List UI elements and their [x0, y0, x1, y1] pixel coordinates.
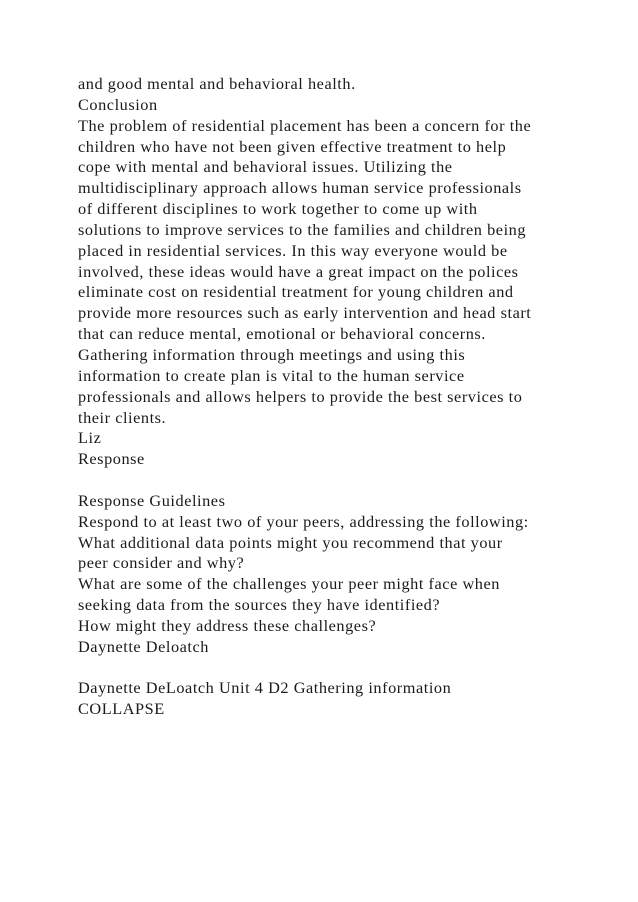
author-name: Daynette Deloatch	[78, 636, 209, 656]
text-line: multidisciplinary approach allows human service professionals	[78, 178, 522, 198]
text-line: children who have not been given effective treatment to help	[78, 136, 507, 156]
text-line: their clients.	[78, 407, 167, 427]
text-line: and good mental and behavioral health.	[78, 74, 356, 93]
text-line: cope with mental and behavioral issues. Utilizing the	[78, 157, 453, 177]
collapse-label: COLLAPSE	[78, 699, 165, 719]
text-line: involved, these ideas would have a great impact on the polices	[78, 261, 519, 281]
text-line: seeking data from the sources they have identified?	[78, 595, 441, 615]
text-line: eliminate cost on residential treatment for young children and	[78, 282, 514, 302]
text-line: information to create plan is vital to the human service	[78, 365, 465, 385]
section-heading-conclusion: Conclusion	[78, 94, 158, 114]
text-line: Gathering information through meetings and using this	[78, 344, 466, 364]
text-line: placed in residential services. In this way everyone would be	[78, 240, 508, 260]
text-line: peer consider and why?	[78, 553, 245, 573]
blank-line	[78, 658, 623, 679]
text-line: Respond to at least two of your peers, addressing the following:	[78, 511, 529, 531]
text-line: that can reduce mental, emotional or behavioral concerns.	[78, 324, 486, 344]
blank-line	[78, 470, 623, 491]
text-line: professionals and allows helpers to provide the best services to	[78, 386, 523, 406]
text-line: provide more resources such as early intervention and head start	[78, 303, 532, 323]
document-body	[78, 74, 623, 720]
text-line: of different disciplines to work together to come up with	[78, 199, 478, 219]
section-heading-response-guidelines: Response Guidelines	[78, 490, 226, 510]
text-line: What are some of the challenges your peer might face when	[78, 574, 500, 594]
author-name: Liz	[78, 428, 102, 448]
text-line: solutions to improve services to the families and children being	[78, 219, 527, 239]
text-line: How might they address these challenges?	[78, 615, 377, 635]
post-title: Daynette DeLoatch Unit 4 D2 Gathering information	[78, 678, 452, 698]
response-label: Response	[78, 449, 145, 469]
text-line: What additional data points might you recommend that your	[78, 532, 503, 552]
text-line: The problem of residential placement has been a concern for the	[78, 115, 532, 135]
